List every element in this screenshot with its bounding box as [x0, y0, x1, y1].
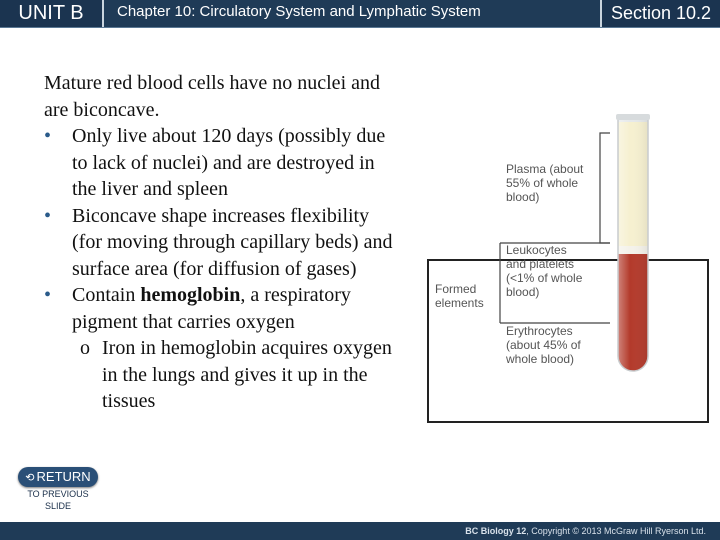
- bullet-marker: •: [44, 204, 52, 227]
- return-caption: TO PREVIOUS SLIDE: [27, 489, 89, 511]
- slide-body: [44, 70, 394, 415]
- bullet-text-before: Contain: [72, 284, 141, 306]
- section-label: Section 10.2: [600, 0, 720, 27]
- bullet-text: Only live about 120 days (possibly due to lack of nuclei) and are destroyed in the liver and spleen: [72, 125, 386, 200]
- footer-brand: BC Biology 12: [465, 526, 527, 536]
- sub-bullet-iron: [44, 335, 394, 415]
- return-button[interactable]: [18, 467, 98, 487]
- bullet-shape: [44, 203, 394, 283]
- footer-copyright: , Copyright © 2013 McGraw Hill Ryerson Ltd.: [526, 526, 706, 536]
- blood-composition-figure: [424, 100, 714, 430]
- bullet-lifespan: [44, 123, 394, 203]
- bullet-marker: •: [44, 284, 52, 306]
- return-label: RETURN: [36, 469, 91, 484]
- leukocytes-label: Leukocytes and platelets (<1% of whole blood): [506, 243, 583, 299]
- test-tube-rim: [616, 114, 650, 120]
- bullet-text-after: , a respiratory pigment that carries oxygen: [72, 284, 351, 333]
- formed-elements-label: Formed elements: [435, 282, 484, 310]
- hemoglobin-term: hemoglobin: [140, 284, 241, 306]
- bullet-hemoglobin: [44, 282, 394, 335]
- sub-bullet-marker: o: [80, 337, 90, 359]
- return-arrow-icon: ⟲: [25, 472, 35, 484]
- chapter-title: Chapter 10: Circulatory System and Lymphatic System: [117, 3, 481, 20]
- plasma-label: Plasma (about 55% of whole blood): [506, 162, 584, 204]
- sub-bullet-text: Iron in hemoglobin acquires oxygen in the lungs and gives it up in the tissues: [102, 337, 392, 412]
- unit-label: UNIT B: [0, 0, 104, 27]
- slide-footer: [0, 522, 720, 540]
- bullet-marker: •: [44, 125, 52, 147]
- erythrocytes-label: Erythrocytes (about 45% of whole blood): [506, 324, 581, 366]
- slide-header: [0, 0, 720, 28]
- intro-text: Mature red blood cells have no nuclei and are biconcave.: [44, 72, 380, 121]
- bullet-text: Biconcave shape increases flexibility (for moving through capillary beds) and surface area (for diffusion of gases): [72, 204, 393, 280]
- copyright-notice: [465, 522, 706, 540]
